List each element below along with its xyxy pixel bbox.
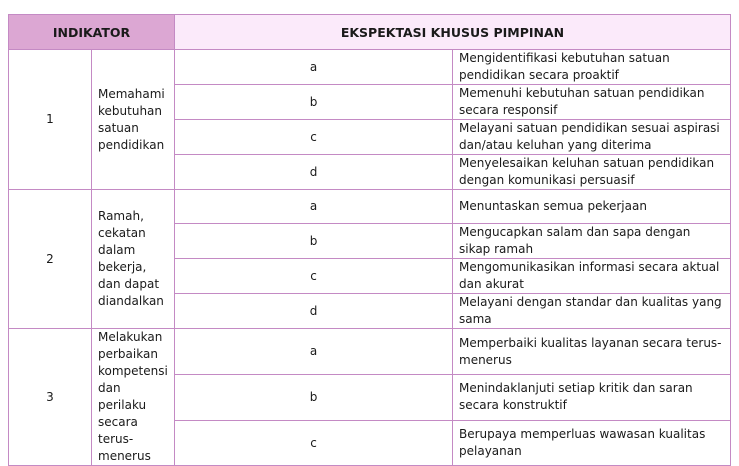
item-text: Melayani dengan standar dan kualitas yang sama bbox=[453, 294, 731, 329]
item-letter: b bbox=[175, 375, 453, 421]
item-text: Melayani satuan pendidikan sesuai aspirasi dan/atau keluhan yang diterima bbox=[453, 120, 731, 155]
table-header-row bbox=[9, 15, 731, 50]
item-letter: c bbox=[175, 259, 453, 294]
item-text: Menuntaskan semua pekerjaan bbox=[453, 190, 731, 224]
item-text: Mengomunikasikan informasi secara aktual dan akurat bbox=[453, 259, 731, 294]
table-row bbox=[9, 329, 731, 375]
item-letter: d bbox=[175, 294, 453, 329]
item-letter: c bbox=[175, 420, 453, 466]
item-text: Mengidentifikasi kebutuhan satuan pendidikan secara proaktif bbox=[453, 50, 731, 85]
item-letter: b bbox=[175, 224, 453, 259]
table-row bbox=[9, 190, 731, 224]
item-text: Berupaya memperluas wawasan kualitas pelayanan bbox=[453, 420, 731, 466]
item-text: Mengucapkan salam dan sapa dengan sikap ramah bbox=[453, 224, 731, 259]
header-indikator: INDIKATOR bbox=[9, 15, 175, 50]
indicator-number: 3 bbox=[9, 329, 92, 466]
item-text: Memenuhi kebutuhan satuan pendidikan secara responsif bbox=[453, 85, 731, 120]
indicator-number: 1 bbox=[9, 50, 92, 190]
indicator-number: 2 bbox=[9, 190, 92, 329]
item-text: Menyelesaikan keluhan satuan pendidikan dengan komunikasi persuasif bbox=[453, 155, 731, 190]
item-letter: d bbox=[175, 155, 453, 190]
item-text: Menindaklanjuti setiap kritik dan saran secara konstruktif bbox=[453, 375, 731, 421]
expectations-table-container bbox=[8, 14, 731, 466]
expectations-table bbox=[8, 14, 731, 466]
item-letter: b bbox=[175, 85, 453, 120]
table-row bbox=[9, 50, 731, 85]
item-letter: c bbox=[175, 120, 453, 155]
indicator-name: Memahami kebutuhan satuan pendidikan bbox=[92, 50, 175, 190]
indicator-name: Ramah, cekatan dalam bekerja, dan dapat diandalkan bbox=[92, 190, 175, 329]
item-letter: a bbox=[175, 329, 453, 375]
item-text: Memperbaiki kualitas layanan secara terus-menerus bbox=[453, 329, 731, 375]
item-letter: a bbox=[175, 190, 453, 224]
item-letter: a bbox=[175, 50, 453, 85]
header-ekspektasi: EKSPEKTASI KHUSUS PIMPINAN bbox=[175, 15, 731, 50]
indicator-name: Melakukan perbaikan kompetensi dan perilaku secara terus-menerus bbox=[92, 329, 175, 466]
